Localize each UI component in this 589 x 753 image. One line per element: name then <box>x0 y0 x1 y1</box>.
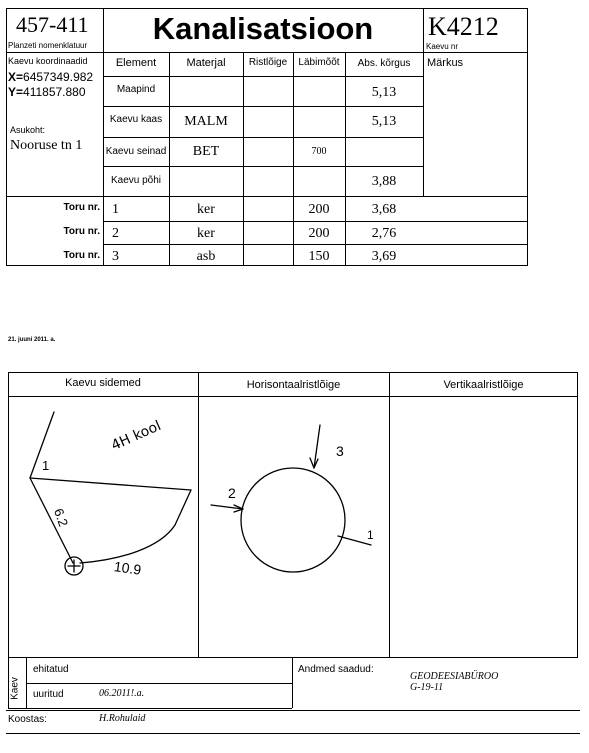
pipe-label: Toru nr. <box>63 226 100 237</box>
compiled-label: Koostas: <box>8 714 47 725</box>
side-label: Kaev <box>9 677 21 700</box>
built-label: ehitatud <box>33 664 69 675</box>
pipe1-label: 1 <box>367 528 374 542</box>
surveyed-value: 06.2011!.a. <box>99 688 145 699</box>
pipe2-label: 2 <box>228 485 236 501</box>
pipe-diameter: 150 <box>308 249 330 264</box>
location-value: Nooruse tn 1 <box>10 138 83 153</box>
nomenclature: 457-411 <box>16 12 89 37</box>
col-cross: Ristlõige <box>248 57 288 68</box>
well-id: K4212 <box>428 12 499 41</box>
pipe-material: ker <box>197 202 215 217</box>
panel-ties-title: Kaevu sidemed <box>65 377 141 389</box>
col-height: Abs. kõrgus <box>357 58 411 69</box>
row-element: Kaevu seinad <box>105 146 167 157</box>
divider <box>292 658 293 708</box>
pipe-material: asb <box>196 249 216 264</box>
sketch-dist-b: 10.9 <box>113 558 143 578</box>
divider <box>6 733 580 734</box>
surveyed-label: uuritud <box>33 689 64 700</box>
col-element: Element <box>115 57 157 69</box>
compiled-value: H.Rohulaid <box>99 713 146 724</box>
row-height: 5,13 <box>371 114 397 129</box>
nomenclature-label: Planzeti nomenklatuur <box>8 41 88 50</box>
sketch-note: 4H kool <box>109 418 164 454</box>
page-title: Kanalisatsioon <box>152 11 374 46</box>
pipe-nr: 3 <box>112 249 119 264</box>
y-label: Y= <box>8 85 24 99</box>
sketch-dist-a: 6.2 <box>50 506 72 529</box>
col-remarks: Märkus <box>427 57 464 69</box>
well-circle-icon <box>241 468 345 572</box>
pipe3-label: 3 <box>336 443 344 459</box>
row-height: 3,88 <box>371 174 397 189</box>
pipe-height: 3,68 <box>371 202 397 217</box>
x-value: 6457349.982 <box>23 70 94 84</box>
pipe-diameter: 200 <box>308 226 330 241</box>
y-value: 411857.880 <box>23 85 86 99</box>
divider <box>6 710 580 711</box>
pipe-material: ker <box>197 226 215 241</box>
tie-line-b <box>80 490 191 563</box>
data-from-value: GEODEESIABÜROO <box>410 671 499 682</box>
row-element: Maapind <box>116 84 156 95</box>
row-height: 5,13 <box>371 85 397 100</box>
pipe-diameter: 200 <box>308 202 330 217</box>
row-element: Kaevu kaas <box>109 114 163 125</box>
pipe-label: Toru nr. <box>63 250 100 261</box>
row-diameter: 700 <box>311 146 327 157</box>
sketch-point-label: 1 <box>42 458 50 473</box>
row-material: BET <box>192 144 220 159</box>
pipe-nr: 2 <box>112 226 119 241</box>
data-from-label: Andmed saadud: <box>298 664 374 675</box>
date: 21. juuni 2011. a. <box>8 337 56 343</box>
panel-vertical-title: Vertikaalristlõige <box>443 379 524 391</box>
x-label: X= <box>8 70 24 84</box>
pipe-height: 3,69 <box>371 249 397 264</box>
data-from-code: G-19-11 <box>410 682 444 693</box>
col-material: Materjal <box>186 57 226 69</box>
building-outline <box>30 412 191 490</box>
pipe-nr: 1 <box>112 202 119 217</box>
pipe-label: Toru nr. <box>63 202 100 213</box>
row-element: Kaevu põhi <box>110 175 162 186</box>
location-label: Asukoht: <box>10 125 46 135</box>
pipe-height: 2,76 <box>371 226 397 241</box>
row-material: MALM <box>184 114 228 129</box>
well-id-label: Kaevu nr <box>426 42 459 51</box>
col-diameter: Läbimõõt <box>298 57 340 68</box>
divider <box>8 708 292 709</box>
divider <box>26 683 292 684</box>
coords-label: Kaevu koordinaadid <box>8 56 88 66</box>
panel-horizontal-title: Horisontaalristlõige <box>246 379 341 391</box>
